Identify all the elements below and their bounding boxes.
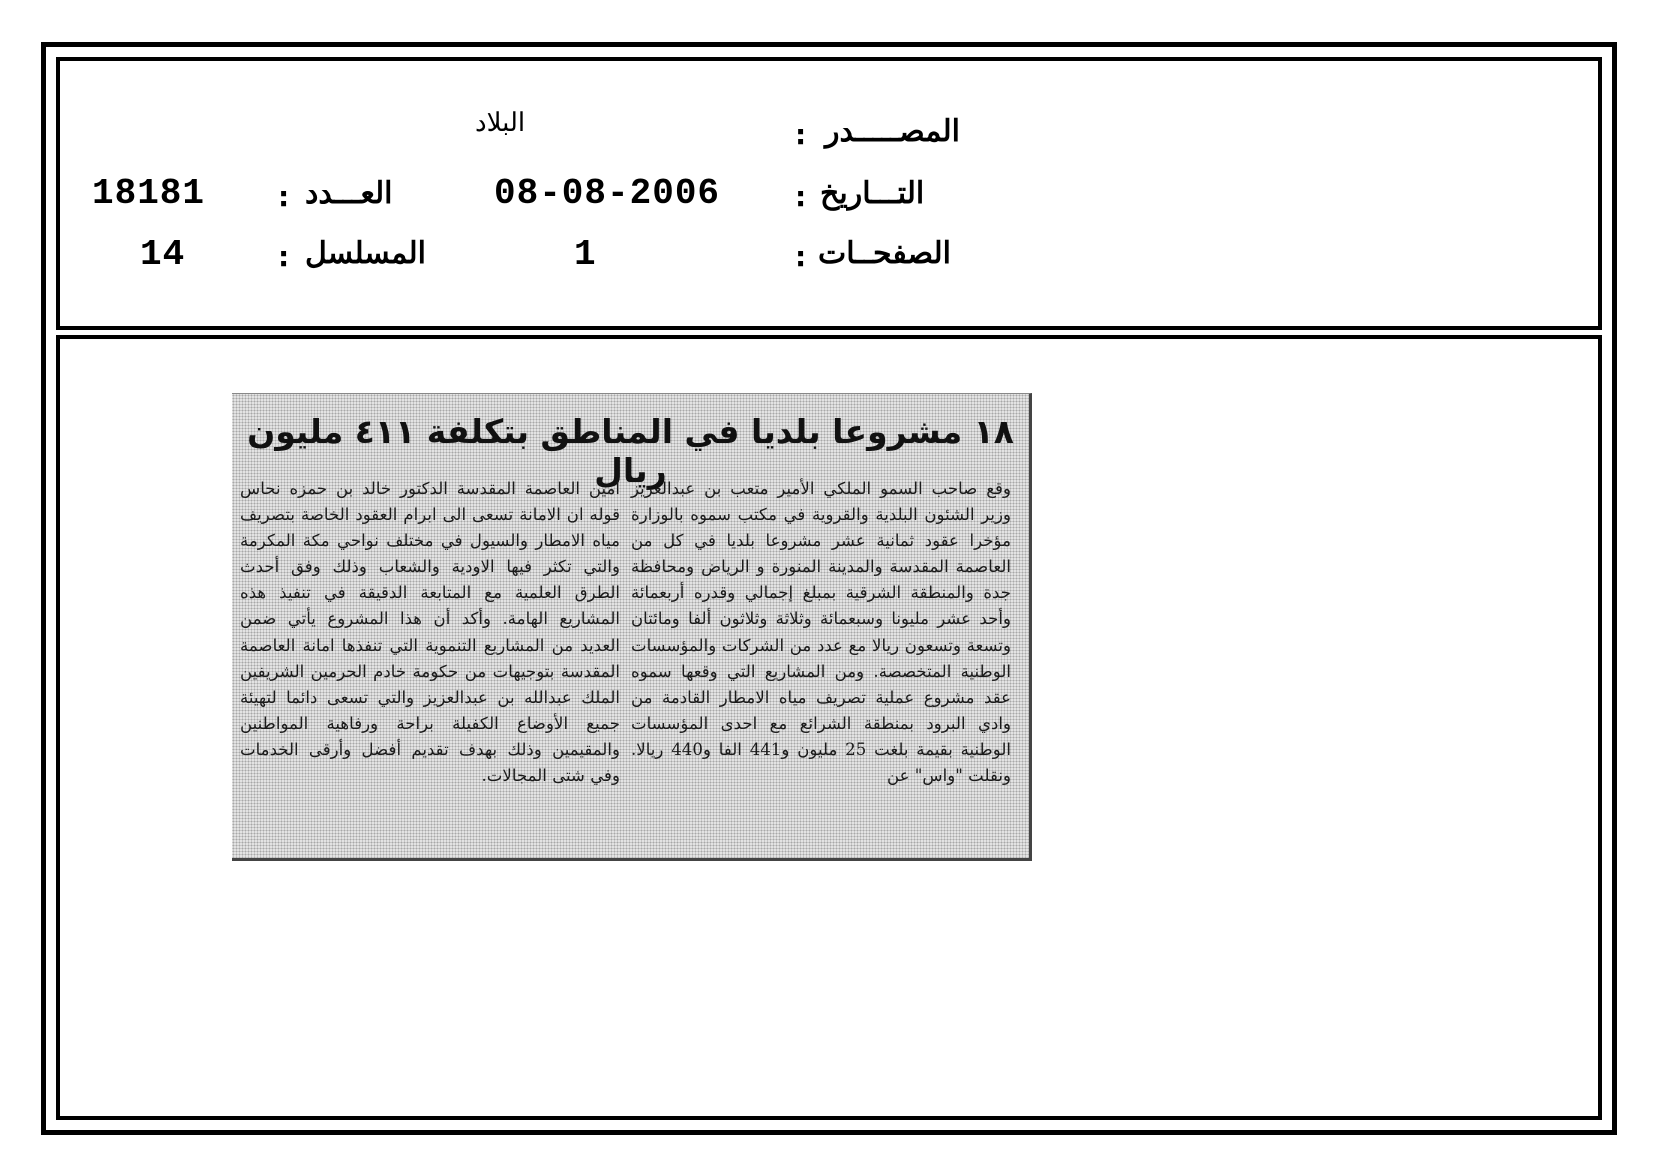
pages-colon: :	[795, 240, 807, 273]
source-value: البلاد	[475, 108, 526, 138]
source-label: المصـــــدر	[825, 114, 961, 149]
issue-colon: :	[278, 180, 290, 213]
article-column-right: وقع صاحب السمو الملكي الأمير متعب بن عبدالعزيز وزير الشئون البلدية والقروية في مكتب سموه بالوزارة مؤخرا عقود ثمانية عشر مشروعا بلديا في كل من العاصمة المقدسة والمدينة المنورة و الرياض ومحافظة جدة والمنطقة الشرقية بمبلغ إجمالي وقدره أربعمائة وأحد عشر مليونا وسبعمائة وثلاثة وثلاثون ألفا ومائتان وتسعة وتسعون ريالا مع عدد من الشركات والمؤسسات الوطنية المتخصصة. ومن المشاريع التي وقعها سموه عقد مشروع عملية تصريف مياه الامطار القادمة من وادي البرود بمنطقة الشرائع مع احدى المؤسسات الوطنية بقيمة بلغت 25 مليون و441 الفا و440 ريالا. ونقلت "واس" عن	[631, 479, 1011, 786]
issue-label: العـــدد	[305, 176, 393, 211]
pages-label: الصفحــات	[818, 236, 951, 271]
pages-value: 1	[574, 234, 597, 275]
source-colon: :	[795, 118, 807, 151]
serial-colon: :	[278, 240, 290, 273]
date-colon: :	[795, 180, 807, 213]
article-column-left: امين العاصمة المقدسة الدكتور خالد بن حمزه نحاس قوله ان الامانة تسعى الى ابرام العقود الخاصة بتصريف مياه الامطار والسيول في مختلف نواحي مكة المكرمة والتي تكثر فيها الاودية والشعاب وذلك وفق أحدث الطرق العلمية مع المتابعة الدقيقة في تنفيذ هذه المشاريع الهامة. وأكد أن هذا المشروع يأتي ضمن العديد من المشاريع التنموية التي تنفذها امانة العاصمة المقدسة بتوجيهات من حكومة خادم الحرمين الشريفين الملك عبدالله بن عبدالعزيز والتي تسعى دائما لتهيئة جميع الأوضاع الكفيلة براحة ورفاهية المواطنين والمقيمين وذلك بهدف تقديم أفضل وأرقى الخدمات وفي شتى المجالات.	[240, 479, 620, 786]
serial-value: 14	[140, 234, 186, 275]
issue-value: 18181	[92, 173, 206, 214]
article-title: ١٨ مشروعا بلديا في المناطق بتكلفة ٤١١ مليون ريال	[247, 412, 1014, 490]
serial-label: المسلسل	[305, 236, 426, 271]
date-label: التـــاريخ	[820, 176, 925, 211]
date-value: 08-08-2006	[494, 173, 721, 214]
news-clipping	[232, 393, 1032, 861]
